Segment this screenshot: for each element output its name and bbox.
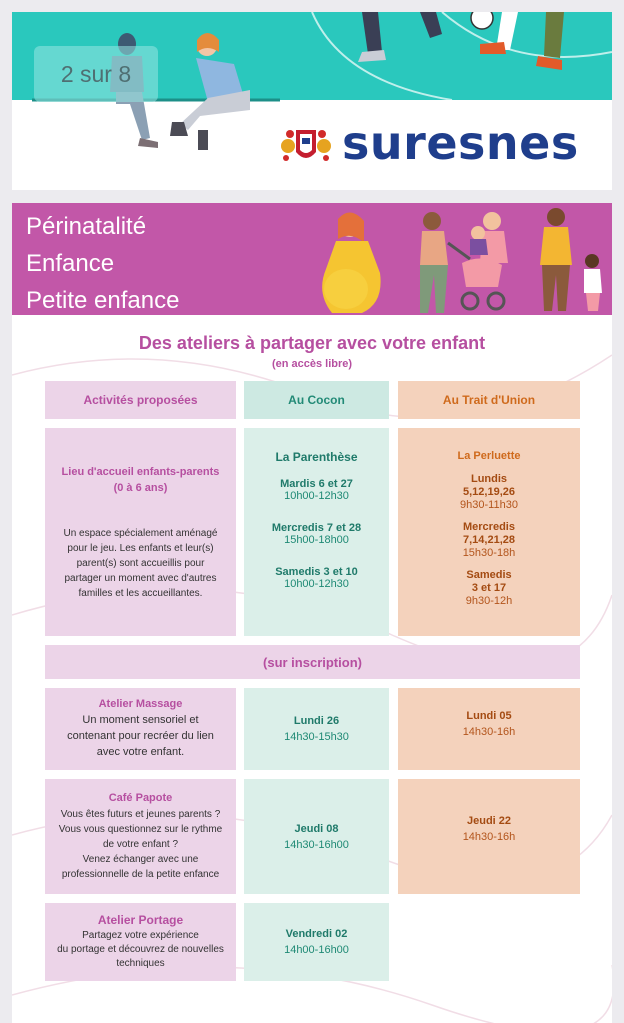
trait-slot-2-time: 15h30-18h: [462, 547, 516, 559]
trait-slot-3-time: 9h30-12h: [465, 595, 513, 607]
cocon-slot-3-time: 10h00-12h30: [284, 578, 349, 590]
banner-line-enfance: Enfance: [26, 250, 115, 277]
lieu-accueil-cell: [45, 428, 236, 636]
lieu-accueil-desc-1: Un espace spécialement aménagé: [63, 527, 218, 539]
cocon-parenthese-name: La Parenthèse: [275, 450, 358, 464]
banner-line-petite-enfance: Petite enfance: [26, 287, 180, 314]
cocon-slot-1-day: Mardis 6 et 27: [280, 478, 353, 490]
column-header-trait: [398, 381, 580, 419]
lieu-accueil-desc-2: pour le jeu. Les enfants et leur(s): [67, 542, 214, 554]
trait-slot-1-day-1: Lundis: [470, 473, 508, 485]
lieu-accueil-title-1: Lieu d'accueil enfants-parents: [61, 465, 220, 478]
cocon-slot-1-time: 10h00-12h30: [284, 490, 349, 502]
suresnes-logo: [280, 116, 600, 170]
header-card: [12, 12, 612, 190]
page-title: Des ateliers à partager avec votre enfant: [138, 333, 486, 353]
atelier-portage-desc-1: Partagez votre expérience: [82, 930, 199, 941]
papote-trait-cell: [398, 779, 580, 894]
portage-cocon-day: Vendredi 02: [285, 928, 348, 940]
papote-cocon-day: Jeudi 08: [294, 822, 339, 835]
atelier-portage-desc-3: techniques: [116, 958, 165, 969]
massage-trait-time: 14h30-16h: [462, 726, 516, 738]
category-banner: [12, 203, 612, 315]
cafe-papote-desc-2: Vous vous questionnez sur le rythme: [58, 823, 223, 835]
atelier-massage-desc-1: Un moment sensoriel et: [82, 714, 199, 726]
page-subtitle: (en accès libre): [271, 358, 353, 370]
cocon-slot-2-time: 15h00-18h00: [284, 534, 349, 546]
massage-cocon-day: Lundi 26: [293, 715, 340, 727]
cafe-papote-desc-5: professionnelle de la petite enfance: [61, 868, 220, 880]
cafe-papote-desc-1: Vous êtes futurs et jeunes parents ?: [60, 808, 221, 820]
lieu-accueil-desc-5: familles et les accueillantes.: [78, 587, 203, 599]
atelier-portage-title: Atelier Portage: [97, 913, 184, 927]
family-illustration: [302, 203, 612, 315]
cafe-papote-desc-4: Venez échanger avec une: [82, 853, 199, 865]
trait-slot-3-day-2: 3 et 17: [471, 582, 507, 594]
massage-cocon-cell: [244, 688, 389, 770]
trait-slot-2-day-1: Mercredis: [463, 521, 515, 533]
column-header-activities: [45, 381, 236, 419]
cocon-slot-2-day: Mercredis 7 et 28: [271, 522, 362, 534]
atelier-portage-desc-2: du portage et découvrez de nouvelles: [57, 944, 224, 955]
column-header-cocon: [244, 381, 389, 419]
massage-trait-cell: [398, 688, 580, 770]
atelier-portage-cell: [45, 903, 236, 981]
cocon-parenthese-cell: [244, 428, 389, 636]
trait-slot-2-day-2: 7,14,21,28: [463, 534, 515, 546]
trait-slot-1-day-2: 5,12,19,26: [463, 486, 515, 498]
papote-cocon-time: 14h30-16h00: [284, 838, 349, 851]
atelier-massage-cell: [45, 688, 236, 770]
massage-trait-day: Lundi 05: [466, 710, 512, 722]
atelier-massage-desc-3: avec votre enfant.: [96, 746, 185, 758]
inscription-label: (sur inscription): [263, 654, 362, 670]
papote-trait-time: 14h30-16h: [462, 831, 516, 843]
cafe-papote-desc-3: de votre enfant ?: [102, 838, 179, 850]
column-header-activities-label: Activités proposées: [83, 393, 198, 407]
logo-wordmark: suresnes: [342, 116, 579, 170]
lieu-accueil-title-2: (0 à 6 ans): [113, 481, 168, 494]
lieu-accueil-desc-4: partager un moment avec d'autres: [64, 572, 217, 584]
lieu-accueil-desc-3: parent(s) sont accueillis pour: [76, 557, 205, 569]
papote-trait-day: Jeudi 22: [466, 815, 512, 827]
cafe-papote-title: Café Papote: [108, 791, 173, 804]
cocon-slot-3-day: Samedis 3 et 10: [275, 566, 358, 578]
banner-line-perinatalite: Périnatalité: [26, 213, 147, 240]
column-header-cocon-label: Au Cocon: [288, 393, 345, 407]
coat-of-arms-icon: [280, 124, 332, 170]
column-header-trait-label: Au Trait d'Union: [442, 393, 536, 407]
massage-cocon-time: 14h30-15h30: [284, 731, 349, 743]
portage-cocon-cell: [244, 903, 389, 981]
trait-perluette-cell: [398, 428, 580, 636]
page-counter: 2 sur 8: [34, 46, 158, 102]
inscription-banner: [45, 645, 580, 679]
trait-slot-1-time: 9h30-11h30: [460, 499, 518, 511]
atelier-massage-title: Atelier Massage: [98, 698, 183, 710]
cafe-papote-cell: [45, 779, 236, 894]
portage-cocon-time: 14h00-16h00: [284, 944, 349, 956]
schedule-card: [12, 203, 612, 1023]
trait-slot-3-day-1: Samedis: [466, 569, 512, 581]
trait-perluette-name: La Perluette: [457, 450, 521, 462]
atelier-massage-desc-2: contenant pour recréer du lien: [67, 730, 214, 742]
papote-cocon-cell: [244, 779, 389, 894]
